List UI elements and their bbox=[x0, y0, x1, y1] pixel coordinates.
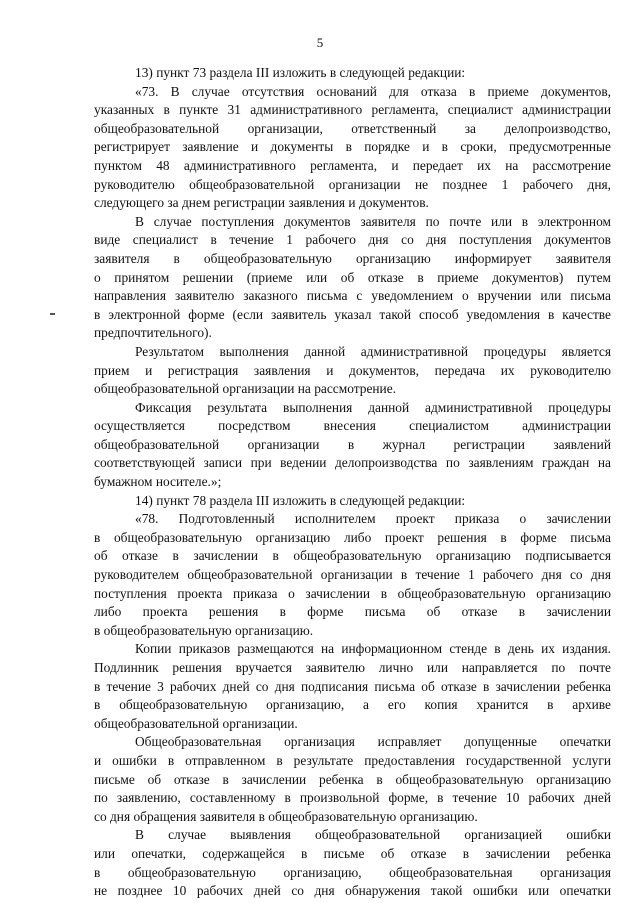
text-line: общеобразовательной организации. bbox=[94, 715, 298, 731]
text-line: Копии приказов размещаются на информационном стенде в день их издания. bbox=[135, 641, 611, 657]
text-line: «73. В случае отсутствия оснований для отказа в приеме документов, bbox=[135, 83, 611, 99]
text-line: общеобразовательной организации в журнал регистрации заявлений bbox=[94, 436, 611, 452]
text-line: В случае поступления документов заявителя по почте или в электронном bbox=[135, 213, 611, 229]
text-line: или опечатки, содержащейся в письме об отказе в зачислении ребенка bbox=[94, 845, 611, 861]
text-line: регистрирует заявление и документы в порядке и в сроки, предусмотренные bbox=[94, 139, 611, 155]
text-line: со дня обращения заявителя в общеобразовательную организацию. bbox=[94, 808, 478, 824]
text-line: заявителя в общеобразовательную организацию информирует заявителя bbox=[94, 250, 611, 266]
text-line: 13) пункт 73 раздела III изложить в следующей редакции: bbox=[135, 65, 466, 80]
text-line: либо проекта решения в форме письма об отказе в зачислении bbox=[94, 604, 611, 620]
page-number: 5 bbox=[316, 35, 324, 50]
text-line: о принятом решении (приеме или об отказе в приеме документов) путем bbox=[94, 269, 611, 285]
text-line: в общеобразовательную организацию либо проект решения в форме письма bbox=[94, 529, 611, 545]
text-line: следующего за днем регистрации заявления и документов. bbox=[94, 195, 429, 211]
text-line: Общеобразовательная организация исправляет допущенные опечатки bbox=[135, 734, 611, 750]
text-line: об отказе в зачислении в общеобразовательную организацию подписывается bbox=[94, 548, 611, 564]
text-line: Фиксация результата выполнения данной административной процедуры bbox=[135, 399, 611, 415]
text-line: в общеобразовательную организацию. bbox=[94, 622, 314, 638]
text-line: В случае выявления общеобразовательной организацией ошибки bbox=[135, 827, 611, 843]
margin-mark bbox=[50, 313, 55, 315]
text-line: Результатом выполнения данной административной процедуры является bbox=[135, 343, 611, 359]
text-line: в течение 3 рабочих дней со дня подписания письма об отказе в зачислении ребенка bbox=[94, 678, 611, 694]
text-line: пунктом 48 административного регламента, и передает их на рассмотрение bbox=[94, 157, 611, 173]
text-line: руководителю общеобразовательной организации не позднее 1 рабочего дня, bbox=[94, 176, 611, 192]
text-line: 14) пункт 78 раздела III изложить в следующей редакции: bbox=[135, 492, 466, 508]
text-line: руководителем общеобразовательной организации в течение 1 рабочего дня со дня bbox=[94, 567, 611, 583]
body-text bbox=[94, 64, 611, 901]
text-line: Подлинник решения вручается заявителю лично или направляется по почте bbox=[94, 660, 611, 675]
text-line: общеобразовательной организации, ответственный за делопроизводство, bbox=[94, 120, 611, 136]
text-line: прием и регистрация заявления и документов, передача их руководителю bbox=[94, 362, 611, 378]
text-line: письме об отказе в зачислении ребенка в общеобразовательную организацию bbox=[94, 771, 611, 787]
text-line: поступления проекта приказа о зачислении в общеобразовательную организацию bbox=[94, 585, 611, 601]
text-line: бумажном носителе.»; bbox=[94, 474, 222, 490]
text-line: направления заявителю заказного письма с уведомлением о вручении или письма bbox=[94, 288, 611, 304]
text-line: в электронной форме (если заявитель указал такой способ уведомления в качестве bbox=[94, 306, 611, 322]
text-line: не позднее 10 рабочих дней со дня обнаружения такой ошибки или опечатки bbox=[94, 883, 611, 899]
text-line: общеобразовательной организации на рассмотрение. bbox=[94, 381, 397, 397]
text-line: виде специалист в течение 1 рабочего дня со дня поступления документов bbox=[94, 232, 611, 248]
text-line: предпочтительного). bbox=[94, 325, 212, 341]
text-line: в общеобразовательную организацию, а его копия хранится в архиве bbox=[94, 697, 611, 713]
text-line: соответствующей записи при ведении делопроизводства по заявлениям граждан на bbox=[94, 455, 611, 471]
text-line: и ошибки в отправленном в результате предоставления государственной услуги bbox=[94, 752, 611, 768]
text-line: осуществляется посредством внесения специалистом администрации bbox=[94, 418, 611, 434]
text-line: «78. Подготовленный исполнителем проект приказа о зачислении bbox=[135, 511, 611, 527]
text-line: по заявлению, составленному в произвольной форме, в течение 10 рабочих дней bbox=[94, 790, 611, 806]
text-line: указанных в пункте 31 административного регламента, специалист администрации bbox=[94, 102, 611, 118]
text-line: в общеобразовательную организацию, общеобразовательная организация bbox=[94, 864, 611, 880]
